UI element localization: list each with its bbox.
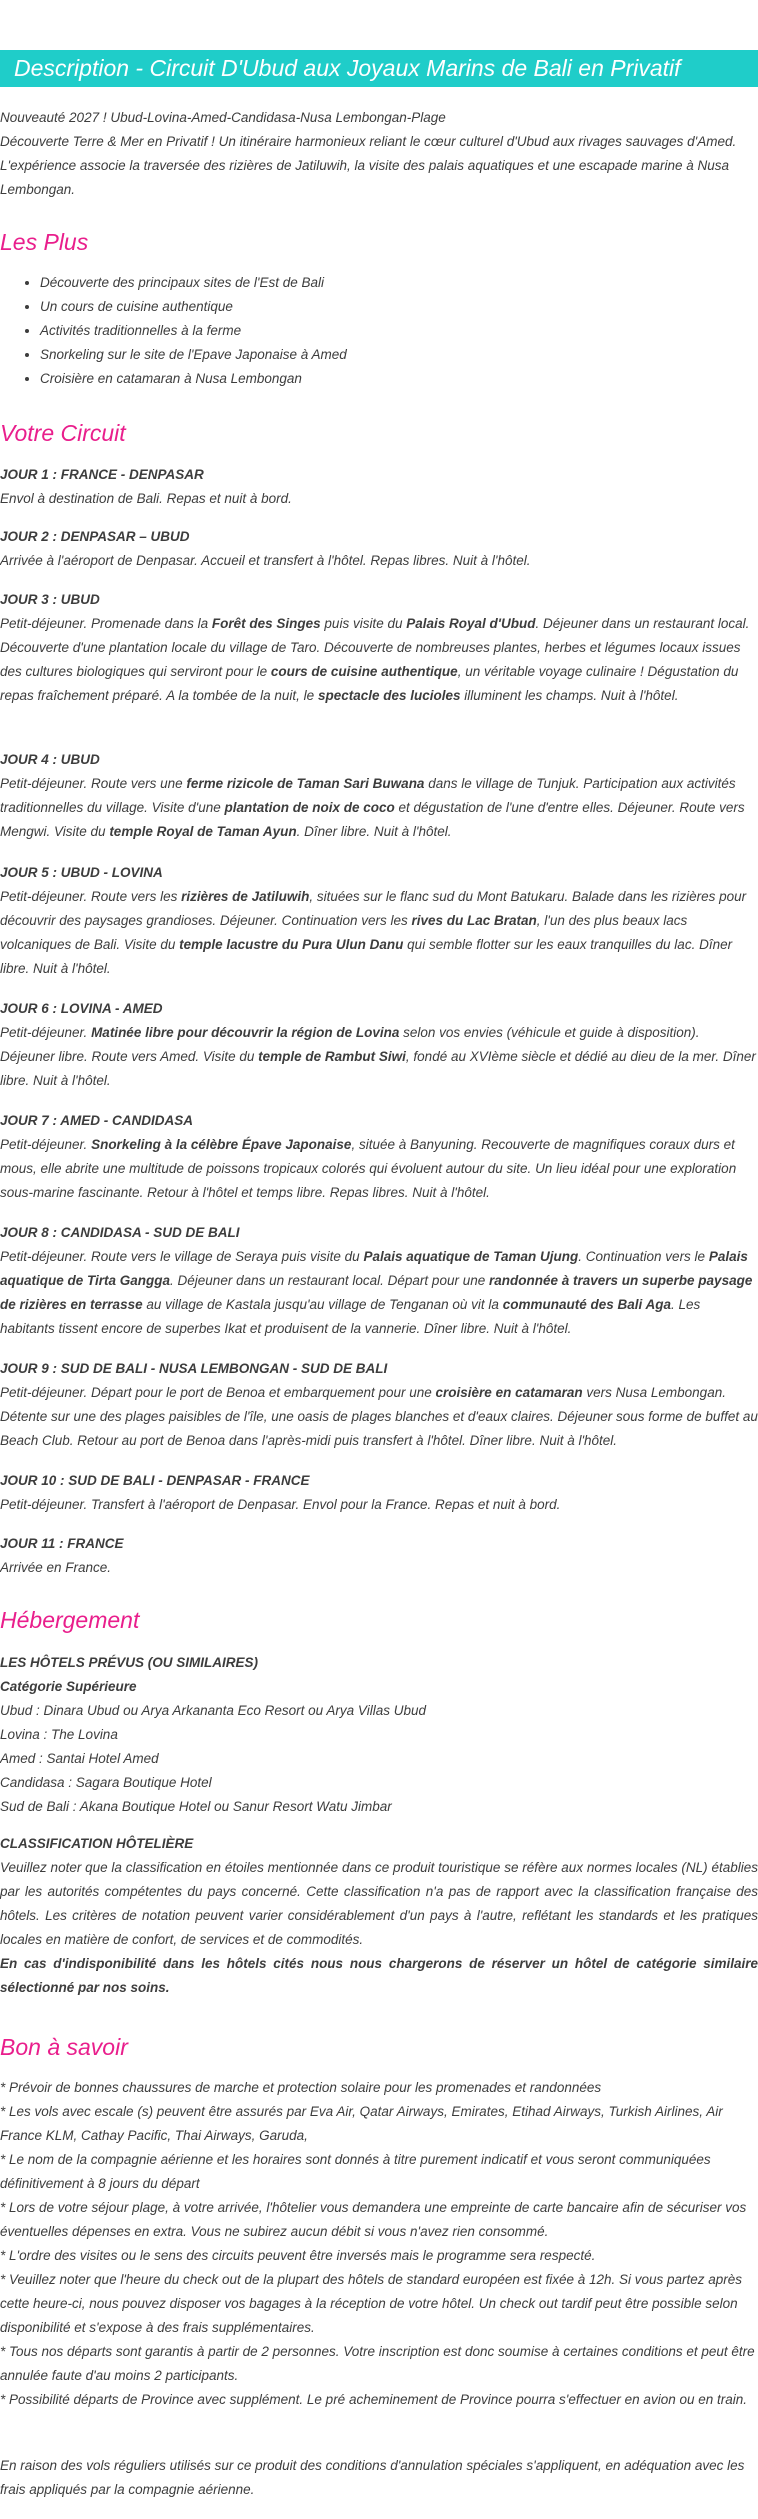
day-text: Petit-déjeuner. xyxy=(0,1137,92,1152)
day-text: Petit-déjeuner. Route vers le village de Seraya puis visite du xyxy=(0,1249,364,1264)
day-text: Envol à destination de Bali. Repas et nuit à bord. xyxy=(0,491,292,506)
highlight-text: rives du Lac Bratan xyxy=(411,913,537,928)
list-item: * Le nom de la compagnie aérienne et les horaires sont donnés à titre purement indicatif et vous seront communiquées définitivement à 8 jours du départ xyxy=(0,2152,711,2191)
footer-note: En raison des vols réguliers utilisés sur ce produit des conditions d'annulation spéciales s'appliquent, en adéquation avec les frais appliqués par la compagnie aérienne. xyxy=(0,2458,745,2497)
day-text: Petit-déjeuner. Route vers une xyxy=(0,776,187,791)
highlight-text: spectacle des lucioles xyxy=(317,688,461,703)
day-text: Arrivée à l'aéroport de Denpasar. Accueil et transfert à l'hôtel. Repas libres. Nuit à l'hôtel. xyxy=(0,553,531,568)
day-text: . Déjeuner dans un restaurant local. Départ pour une xyxy=(170,1273,489,1288)
bon-a-savoir-list xyxy=(0,2076,758,2412)
hotel-line: Candidasa : Sagara Boutique Hotel xyxy=(0,1775,212,1790)
day-block xyxy=(0,1357,758,1453)
day-title: JOUR 6 : LOVINA - AMED xyxy=(0,1001,163,1016)
hotel-line: Sud de Bali : Akana Boutique Hotel ou Sanur Resort Watu Jimbar xyxy=(0,1799,392,1814)
hotels-title: LES HÔTELS PRÉVUS (OU SIMILAIRES) xyxy=(0,1655,259,1670)
day-description xyxy=(0,487,758,511)
hotel-line: Lovina : The Lovina xyxy=(0,1727,118,1742)
intro-text: Découverte Terre & Mer en Privatif ! Un itinéraire harmonieux reliant le cœur culturel d'Ubud aux rivages sauvages d'Amed. L'expérience associe la traversée des rizières de Jatiluwih, la visite des palais aquatiques et une escapade marine à Nusa Lembongan. xyxy=(0,134,737,197)
day-text: et dégustation de l'une d'entre elles. Déjeuner. Route vers Mengwi. Visite du xyxy=(0,800,745,839)
list-item: * Veuillez noter que l'heure du check out de la plupart des hôtels de standard européen est fixée à 12h. Si vous partez après cette heure-ci, nous pouvez disposer vos bagages à la réception de votre hôtel. Un check out tardif peut être possible selon disponibilité et s'expose à des frais supplémentaires. xyxy=(0,2272,743,2335)
highlight-text: Matinée libre pour découvrir la région de Lovina xyxy=(91,1025,400,1040)
day-text: qui semble flotter sur les eaux tranquilles du lac. Dîner libre. Nuit à l'hôtel. xyxy=(0,937,733,976)
day-text: illuminent les champs. Nuit à l'hôtel. xyxy=(460,688,679,703)
hotels-section xyxy=(0,1651,758,1819)
day-title: JOUR 5 : UBUD - LOVINA xyxy=(0,865,163,880)
intro-section xyxy=(0,106,758,202)
day-text: vers Nusa Lembongan. Détente sur une des plages paisibles de l'île, une oasis de plages blanches et d'eaux claires. Déjeuner sous forme de buffet au Beach Club. Retour au port de Benoa dans l'après-midi puis transfert à l'hôtel. Dîner libre. Nuit à l'hôtel. xyxy=(0,1385,758,1448)
day-text: Petit-déjeuner. Transfert à l'aéroport de Denpasar. Envol pour la France. Repas et nuit à bord. xyxy=(0,1497,561,1512)
bon-a-savoir-heading-wrap xyxy=(0,2032,758,2062)
day-text: dans le village de Tunjuk. Participation aux activités traditionnelles du village. Visite d'une xyxy=(0,776,736,815)
day-title: JOUR 2 : DENPASAR – UBUD xyxy=(0,529,190,544)
list-item: * Les vols avec escale (s) peuvent être assurés par Eva Air, Qatar Airways, Emirates, Etihad Airways, Turkish Airlines, Air France KLM, Cathay Pacific, Thai Airways, Garuda, xyxy=(0,2104,723,2143)
day-description xyxy=(0,1133,758,1205)
day-block xyxy=(0,525,758,573)
intro-subtitle: Nouveauté 2027 ! Ubud-Lovina-Amed-Candidasa-Nusa Lembongan-Plage xyxy=(0,110,446,125)
plus-heading: Les Plus xyxy=(0,229,89,255)
day-text: , l'un des plus beaux lacs volcaniques de Bali. Visite du xyxy=(0,913,688,952)
day-title: JOUR 1 : FRANCE - DENPASAR xyxy=(0,467,204,482)
day-text: Petit-déjeuner. Route vers les xyxy=(0,889,182,904)
day-title: JOUR 8 : CANDIDASA - SUD DE BALI xyxy=(0,1225,240,1240)
day-text: . Continuation vers le xyxy=(578,1249,709,1264)
plus-list xyxy=(0,271,758,391)
day-block xyxy=(0,1469,758,1517)
classification-bold: En cas d'indisponibilité dans les hôtels cités nous nous chargerons de réserver un hôtel de catégorie similaire sélectionné par nos soins. xyxy=(0,1956,758,1995)
highlight-text: Forêt des Singes xyxy=(211,616,321,631)
day-description xyxy=(0,1556,758,1580)
day-text: selon vos envies (véhicule et guide à disposition). Déjeuner libre. Route vers Amed. Visite du xyxy=(0,1025,700,1064)
hotel-line: Ubud : Dinara Ubud ou Arya Arkananta Eco Resort ou Arya Villas Ubud xyxy=(0,1703,426,1718)
day-text: Petit-déjeuner. xyxy=(0,1025,92,1040)
day-text: , située à Banyuning. Recouverte de magnifiques coraux durs et mous, elle abrite une multitude de poissons tropicaux colorés qui évoluent autour du site. Un lieu idéal pour une exploration sous-marine fascinante. Retour à l'hôtel et temps libre. Repas libres. Nuit à l'hôtel. xyxy=(0,1137,737,1200)
list-item: * Tous nos départs sont garantis à partir de 2 personnes. Votre inscription est donc soumise à certaines conditions et peut être annulée faute d'au moins 2 participants. xyxy=(0,2344,755,2383)
day-description xyxy=(0,1381,758,1453)
day-text: Arrivée en France. xyxy=(0,1560,112,1575)
circuit-heading-wrap xyxy=(0,418,758,448)
list-item: * Possibilité départs de Province avec supplément. Le pré acheminement de Province pourra s'effectuer en avion ou en train. xyxy=(0,2392,748,2407)
day-block xyxy=(0,463,758,511)
list-item: • Découverte des principaux sites de l'Est de Bali xyxy=(40,271,758,295)
day-description xyxy=(0,772,758,844)
day-title: JOUR 3 : UBUD xyxy=(0,592,100,607)
day-text: . Les habitants tissent encore de superbes Ikat et produisent de la vannerie. Dîner libre. Nuit à l'hôtel. xyxy=(0,1297,701,1336)
highlight-text: temple de Rambut Siwi xyxy=(258,1049,406,1064)
day-title: JOUR 7 : AMED - CANDIDASA xyxy=(0,1113,194,1128)
highlight-text: cours de cuisine authentique xyxy=(270,664,458,679)
list-item: • Snorkeling sur le site de l'Epave Japonaise à Amed xyxy=(40,343,758,367)
highlight-text: rizières de Jatiluwih xyxy=(181,889,310,904)
day-text: , un véritable voyage culinaire ! Dégustation du repas fraîchement préparé. A la tombée de la nuit, le xyxy=(0,664,739,703)
plus-list-wrap xyxy=(0,271,758,391)
day-text: . Dîner libre. Nuit à l'hôtel. xyxy=(296,824,452,839)
list-item: • Activités traditionnelles à la ferme xyxy=(40,319,758,343)
footer-note-wrap xyxy=(0,2454,758,2502)
day-title: JOUR 4 : UBUD xyxy=(0,752,100,767)
highlight-text: plantation de noix de coco xyxy=(224,800,395,815)
hebergement-heading: Hébergement xyxy=(0,1607,140,1633)
bon-a-savoir-heading: Bon à savoir xyxy=(0,2034,128,2060)
highlight-text: temple lacustre du Pura Ulun Danu xyxy=(179,937,404,952)
day-block xyxy=(0,1109,758,1205)
day-block xyxy=(0,1221,758,1341)
plus-section xyxy=(0,227,758,257)
day-text: , fondé au XVIème siècle et dédié au dieu de la mer. Dîner libre. Nuit à l'hôtel. xyxy=(0,1049,756,1088)
list-item: * Lors de votre séjour plage, à votre arrivée, l'hôtelier vous demandera une empreinte de carte bancaire afin de sécuriser vos éventuelles dépenses en extra. Vous ne subirez aucun débit si vous n'avez rien consommé. xyxy=(0,2200,747,2239)
day-description xyxy=(0,612,758,708)
highlight-text: ferme rizicole de Taman Sari Buwana xyxy=(186,776,425,791)
classification-text: Veuillez noter que la classification en étoiles mentionnée dans ce produit touristique se réfère aux normes locales (NL) établies par les autorités compétentes du pays concerné. Cette classification n'a pas de rapport avec la classification française des hôtels. Les critères de notation peuvent varier considérablement d'un pays à l'autre, reflétant les standards et les pratiques locales en matière de confort, de services et de commodités. xyxy=(0,1860,758,1947)
list-item: * L'ordre des visites ou le sens des circuits peuvent être inversés mais le programme sera respecté. xyxy=(0,2248,596,2263)
hotels-category: Catégorie Supérieure xyxy=(0,1679,137,1694)
day-text: . Déjeuner dans un restaurant local. Découverte d'une plantation locale du village de Taro. Découverte de nombreuses plantes, herbes et légumes locaux issues des cultures biologiques qui serviront pour le xyxy=(0,616,750,679)
circuit-heading: Votre Circuit xyxy=(0,420,126,446)
day-block xyxy=(0,997,758,1093)
day-text: , situées sur le flanc sud du Mont Batukaru. Balade dans les rizières pour découvrir des paysages grandioses. Déjeuner. Continuation vers les xyxy=(0,889,747,928)
highlight-text: randonnée à travers un superbe paysage de rizières en terrasse xyxy=(0,1273,753,1312)
highlight-text: Palais Royal d'Ubud xyxy=(406,616,536,631)
highlight-text: communauté des Bali Aga xyxy=(502,1297,671,1312)
highlight-text: Palais aquatique de Tirta Gangga xyxy=(0,1249,748,1288)
highlight-text: Palais aquatique de Taman Ujung xyxy=(363,1249,579,1264)
day-block xyxy=(0,588,758,708)
day-title: JOUR 10 : SUD DE BALI - DENPASAR - FRANCE xyxy=(0,1473,310,1488)
highlight-text: Snorkeling à la célèbre Épave Japonaise xyxy=(91,1137,352,1152)
list-item: • Croisière en catamaran à Nusa Lembongan xyxy=(40,367,758,391)
classification-section xyxy=(0,1832,758,2000)
hotel-line: Amed : Santai Hotel Amed xyxy=(0,1751,159,1766)
day-text: au village de Kastala jusqu'au village de Tenganan où vit la xyxy=(142,1297,503,1312)
page-title-banner: Description - Circuit D'Ubud aux Joyaux Marins de Bali en Privatif xyxy=(0,50,758,87)
day-description xyxy=(0,885,758,981)
day-text: Petit-déjeuner. Départ pour le port de Benoa et embarquement pour une xyxy=(0,1385,436,1400)
day-description xyxy=(0,1245,758,1341)
day-block xyxy=(0,748,758,844)
list-item: * Prévoir de bonnes chaussures de marche et protection solaire pour les promenades et randonnées xyxy=(0,2080,602,2095)
day-description xyxy=(0,1493,758,1517)
hebergement-heading-wrap xyxy=(0,1605,758,1635)
highlight-text: temple Royal de Taman Ayun xyxy=(109,824,297,839)
day-block xyxy=(0,1532,758,1580)
highlight-text: croisière en catamaran xyxy=(435,1385,583,1400)
day-text: puis visite du xyxy=(320,616,407,631)
day-title: JOUR 11 : FRANCE xyxy=(0,1536,124,1551)
day-text: Petit-déjeuner. Promenade dans la xyxy=(0,616,212,631)
classification-title: CLASSIFICATION HÔTELIÈRE xyxy=(0,1836,194,1851)
list-item: • Un cours de cuisine authentique xyxy=(40,295,758,319)
day-title: JOUR 9 : SUD DE BALI - NUSA LEMBONGAN - SUD DE BALI xyxy=(0,1361,388,1376)
day-block xyxy=(0,861,758,981)
day-description xyxy=(0,549,758,573)
day-description xyxy=(0,1021,758,1093)
